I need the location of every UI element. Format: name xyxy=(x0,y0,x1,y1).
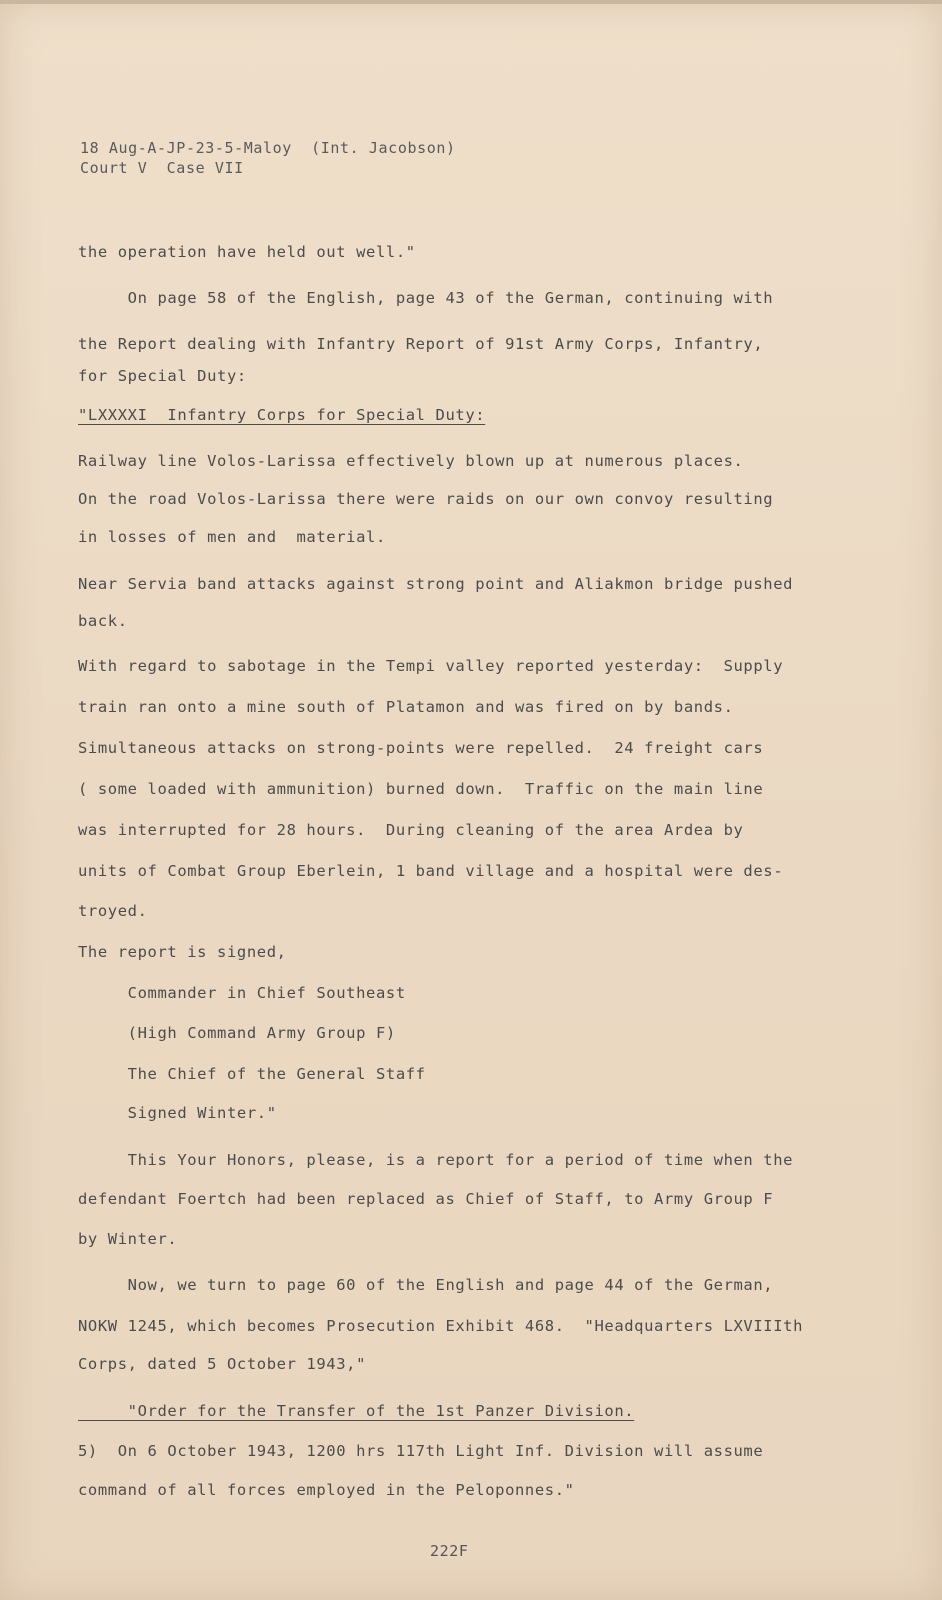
body-line: Simultaneous attacks on strong-points were repelled. 24 freight cars xyxy=(78,739,764,757)
body-line: With regard to sabotage in the Tempi valley reported yesterday: Supply xyxy=(78,657,784,675)
body-line: for Special Duty: xyxy=(78,367,247,385)
body-line: NOKW 1245, which becomes Prosecution Exhibit 468. "Headquarters LXVIIIth xyxy=(78,1317,804,1335)
body-line: the operation have held out well." xyxy=(78,243,416,261)
body-line: Near Servia band attacks against strong point and Aliakmon bridge pushed xyxy=(78,575,794,593)
body-line: Now, we turn to page 60 of the English and page 44 of the German, xyxy=(78,1276,774,1294)
body-line: Railway line Volos-Larissa effectively blown up at numerous places. xyxy=(78,452,744,470)
body-line: in losses of men and material. xyxy=(78,528,386,546)
header-line-2: Court V Case VII xyxy=(80,159,244,177)
body-line: defendant Foertch had been replaced as Chief of Staff, to Army Group F xyxy=(78,1190,774,1208)
signature-line: The Chief of the General Staff xyxy=(78,1065,426,1083)
signature-line: Signed Winter." xyxy=(78,1104,277,1122)
body-line: command of all forces employed in the Peloponnes." xyxy=(78,1481,575,1499)
body-line: train ran onto a mine south of Platamon and was fired on by bands. xyxy=(78,698,734,716)
body-line: back. xyxy=(78,612,128,630)
body-line: by Winter. xyxy=(78,1230,178,1248)
body-line: Corps, dated 5 October 1943," xyxy=(78,1355,367,1373)
body-line: The report is signed, xyxy=(78,943,287,961)
order-heading: "Order for the Transfer of the 1st Panzer Division. xyxy=(78,1402,635,1420)
body-line: 5) On 6 October 1943, 1200 hrs 117th Light Inf. Division will assume xyxy=(78,1442,764,1460)
signature-line: (High Command Army Group F) xyxy=(78,1024,396,1042)
signature-line: Commander in Chief Southeast xyxy=(78,984,406,1002)
body-line: This Your Honors, please, is a report for a period of time when the xyxy=(78,1151,794,1169)
page-top-edge xyxy=(0,0,942,4)
section-heading: "LXXXXI Infantry Corps for Special Duty: xyxy=(78,406,486,424)
body-line: was interrupted for 28 hours. During cleaning of the area Ardea by xyxy=(78,821,744,839)
body-line: the Report dealing with Infantry Report of 91st Army Corps, Infantry, xyxy=(78,335,764,353)
page-number: 222F xyxy=(430,1542,469,1560)
body-line: On page 58 of the English, page 43 of the German, continuing with xyxy=(78,289,774,307)
body-line: On the road Volos-Larissa there were raids on our own convoy resulting xyxy=(78,490,774,508)
body-line: ( some loaded with ammunition) burned down. Traffic on the main line xyxy=(78,780,764,798)
body-line: troyed. xyxy=(78,902,148,920)
header-line-1: 18 Aug-A-JP-23-5-Maloy (Int. Jacobson) xyxy=(80,139,456,157)
body-line: units of Combat Group Eberlein, 1 band village and a hospital were des- xyxy=(78,862,784,880)
